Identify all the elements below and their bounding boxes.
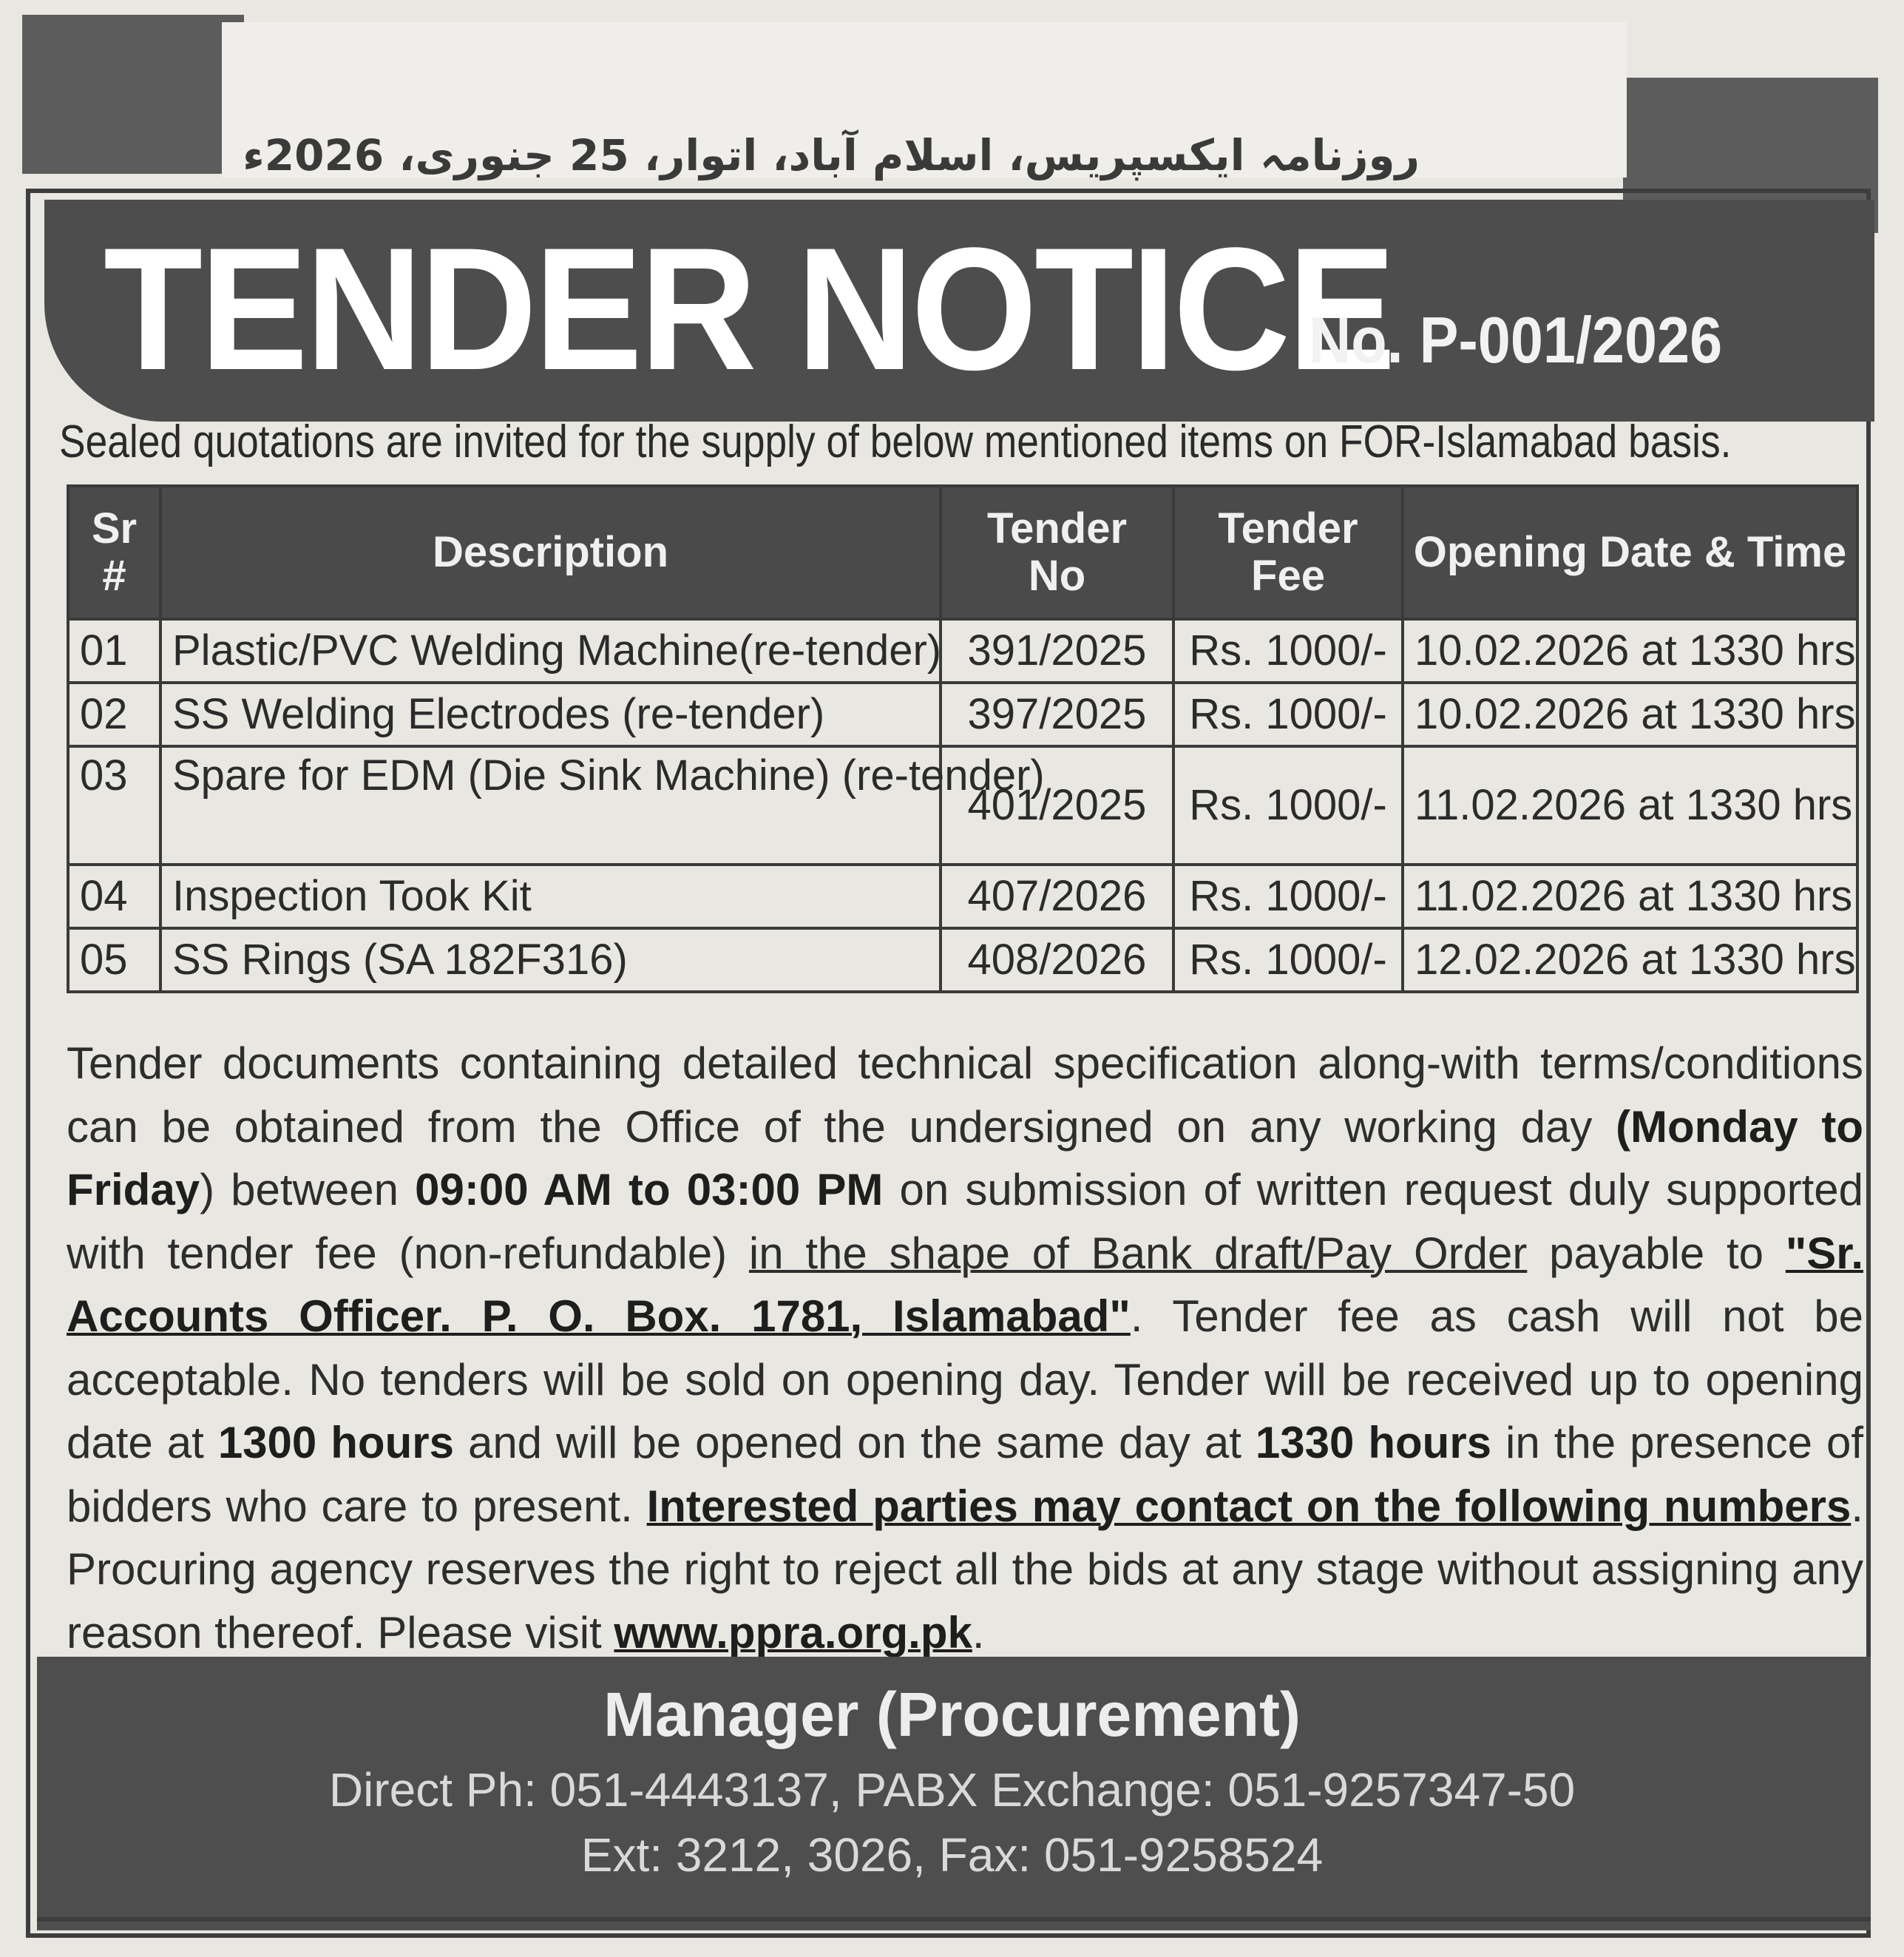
cell-fee: Rs. 1000/-	[1173, 928, 1403, 992]
table-row	[68, 865, 1857, 928]
cell-opening: 10.02.2026 at 1330 hrs	[1403, 683, 1857, 746]
receive-time: 1300 hours	[217, 1418, 454, 1467]
cell-fee: Rs. 1000/-	[1173, 746, 1403, 865]
cell-sr: 02	[68, 683, 160, 746]
notice-number: No. P-001/2026	[1309, 303, 1723, 376]
cell-tender-no: 401/2025	[941, 746, 1173, 865]
signatory-title: Manager (Procurement)	[603, 1680, 1301, 1749]
cell-fee: Rs. 1000/-	[1173, 865, 1403, 928]
scan-shadow-left	[22, 15, 244, 174]
contact-note: Interested parties may contact on the following numbers	[646, 1481, 1852, 1531]
cell-description: Plastic/PVC Welding Machine(re-tender)	[160, 619, 941, 683]
cell-tender-no: 391/2025	[941, 619, 1173, 683]
tender-table	[67, 484, 1859, 993]
header-description: Description	[160, 486, 941, 619]
intro-text: Sealed quotations are invited for the supply of below mentioned items on FOR-Islamabad basis.	[59, 416, 1732, 467]
cell-sr: 05	[68, 928, 160, 992]
office-hours: 09:00 AM to 03:00 PM	[415, 1165, 884, 1214]
table-row	[68, 746, 1857, 865]
cell-description: SS Rings (SA 182F316)	[160, 928, 941, 992]
cell-tender-no: 407/2026	[941, 865, 1173, 928]
cell-description: Spare for EDM (Die Sink Machine) (re-tender)	[160, 746, 941, 865]
notice-title: TENDER NOTICE	[104, 212, 1394, 407]
cell-opening: 11.02.2026 at 1330 hrs	[1403, 746, 1857, 865]
payment-shape: in the shape of Bank draft/Pay Order	[748, 1228, 1528, 1278]
cell-sr: 01	[68, 619, 160, 683]
cell-opening: 11.02.2026 at 1330 hrs	[1403, 865, 1857, 928]
cell-fee: Rs. 1000/-	[1173, 619, 1403, 683]
table-row	[68, 928, 1857, 992]
working-days: (Monday to Friday	[67, 1101, 1864, 1214]
cell-fee: Rs. 1000/-	[1173, 683, 1403, 746]
cell-tender-no: 397/2025	[941, 683, 1173, 746]
cell-description: SS Welding Electrodes (re-tender)	[160, 683, 941, 746]
website-link[interactable]: www.ppra.org.pk	[614, 1607, 972, 1657]
extension-fax-line: Ext: 3212, 3026, Fax: 051-9258524	[580, 1828, 1324, 1882]
header-tender-fee: Tender Fee	[1173, 486, 1403, 619]
table-row	[68, 619, 1857, 683]
terms-paragraph: Tender documents containing detailed technical specification along-with terms/conditions can be obtained from the Office of the undersigned on any working day (Monday to Friday) between 09:00 AM to 03:00 PM on submission of written request duly supported with tender fee (non-refundable) in the shape of Bank draft/Pay Order payable to "Sr. Accounts Officer. P. O. Box. 1781, Islamabad". Tender fee as cash will not be acceptable. No tenders will be sold on opening day. Tender will be received up to opening date at 1300 hours and will be opened on the same day at 1330 hours in the presence of bidders who care to present. Interested parties may contact on the following numbers. Procuring agency reserves the right to reject all the bids at any stage without assigning any reason thereof. Please visit www.ppra.org.pk.	[67, 1038, 1864, 1657]
cell-opening: 10.02.2026 at 1330 hrs	[1403, 619, 1857, 683]
bottom-divider	[37, 1917, 1871, 1921]
header-tender-no: Tender No	[941, 486, 1173, 619]
cell-sr: 03	[68, 746, 160, 865]
cell-opening: 12.02.2026 at 1330 hrs	[1403, 928, 1857, 992]
payee: "Sr. Accounts Officer. P. O. Box. 1781, Islamabad"	[67, 1228, 1863, 1341]
table-header-row	[68, 486, 1857, 619]
open-time: 1330 hours	[1255, 1418, 1492, 1467]
newspaper-masthead: روزنامہ ایکسپریس، اسلام آباد، اتوار، 25 جنوری، 2026ء	[243, 130, 1420, 180]
table-row	[68, 683, 1857, 746]
header-opening: Opening Date & Time	[1403, 486, 1857, 619]
phone-line: Direct Ph: 051-4443137, PABX Exchange: 051-9257347-50	[328, 1763, 1576, 1816]
header-sr: Sr #	[68, 486, 160, 619]
cell-sr: 04	[68, 865, 160, 928]
cell-tender-no: 408/2026	[941, 928, 1173, 992]
cell-description: Inspection Took Kit	[160, 865, 941, 928]
